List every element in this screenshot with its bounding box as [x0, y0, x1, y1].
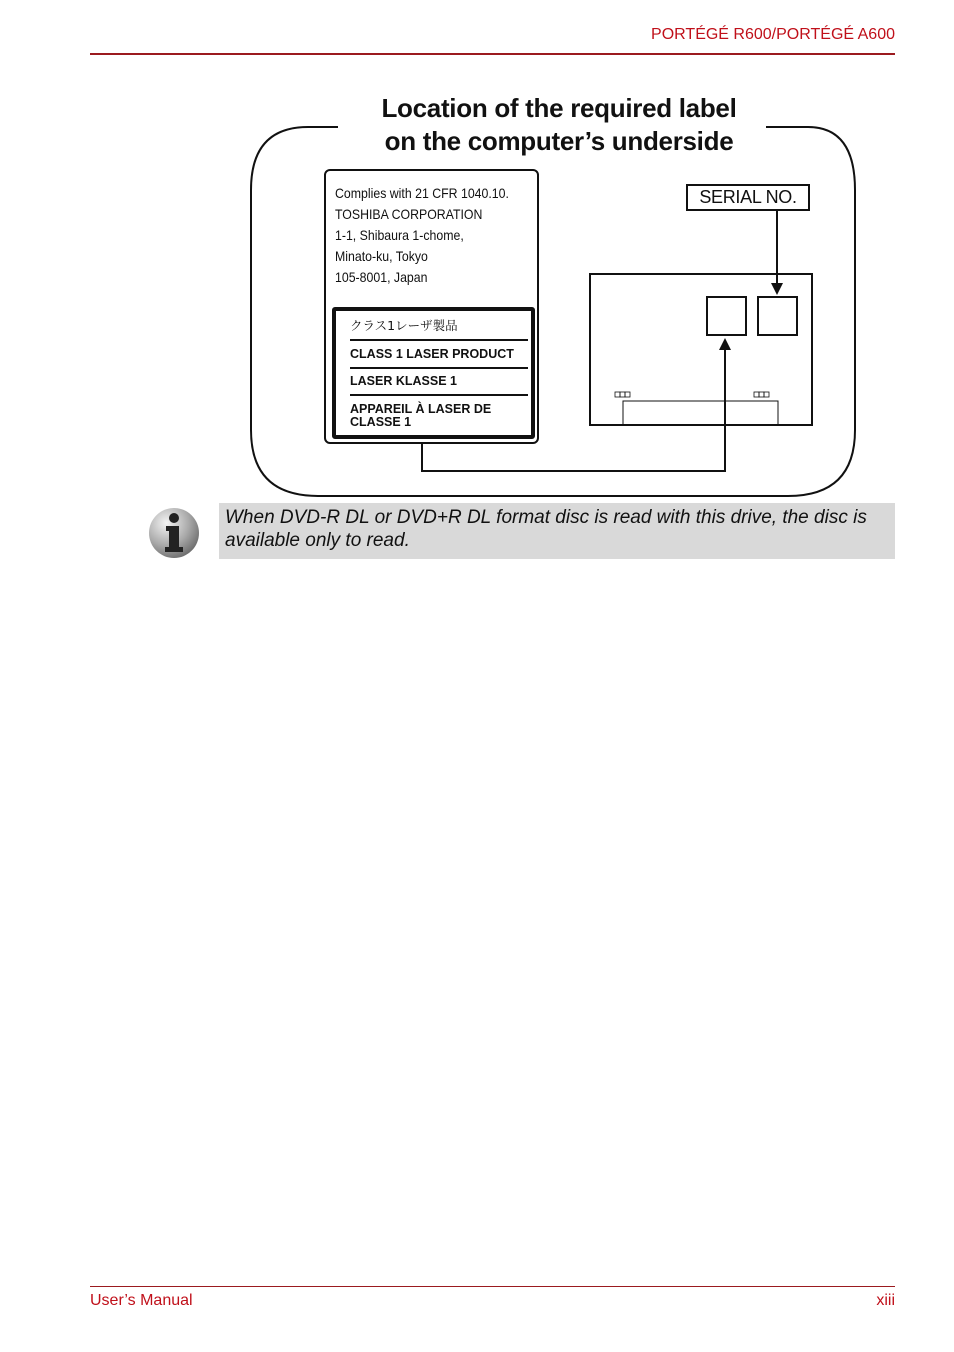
label-line: TOSHIBA CORPORATION [335, 206, 483, 222]
laser-warning-box [332, 307, 535, 439]
laser-row-french: APPAREIL À LASER DE CLASSE 1 [350, 402, 492, 429]
footer-manual-title: User’s Manual [90, 1292, 193, 1309]
label-line: 1-1, Shibaura 1-chome, [335, 227, 464, 243]
serial-label-slot [758, 297, 797, 335]
figure-title [344, 92, 774, 158]
note-text: When DVD-R DL or DVD+R DL format disc is read with this drive, the disc is available only to read. [225, 507, 867, 551]
label-line: Minato-ku, Tokyo [335, 248, 428, 264]
label-location-figure [248, 90, 858, 500]
laser-separator [350, 367, 528, 369]
laser-row-english: CLASS 1 LASER PRODUCT [350, 347, 514, 361]
page-number: xiii [876, 1292, 895, 1309]
note-box [219, 503, 895, 559]
page-header-title: PORTÉGÉ R600/PORTÉGÉ A600 [651, 26, 895, 43]
serial-arrow [771, 283, 783, 295]
info-icon [148, 507, 200, 559]
laser-separator [350, 339, 528, 341]
laser-separator [350, 394, 528, 396]
figure-title-line-1: Location of the required label [381, 93, 737, 123]
serial-number-label: SERIAL NO. [686, 184, 810, 211]
figure-title-line-2: on the computer’s underside [384, 126, 734, 156]
laser-row-japanese: クラス1レーザ製品 [350, 318, 458, 333]
regulatory-label [324, 169, 539, 444]
laser-row-german: LASER KLASSE 1 [350, 374, 457, 388]
label-line: 105-8001, Japan [335, 269, 428, 285]
label-arrow [719, 338, 731, 350]
footer-rule [90, 1286, 895, 1287]
header-rule [90, 53, 895, 55]
regulatory-label-slot [707, 297, 746, 335]
label-line: Complies with 21 CFR 1040.10. [335, 185, 509, 201]
